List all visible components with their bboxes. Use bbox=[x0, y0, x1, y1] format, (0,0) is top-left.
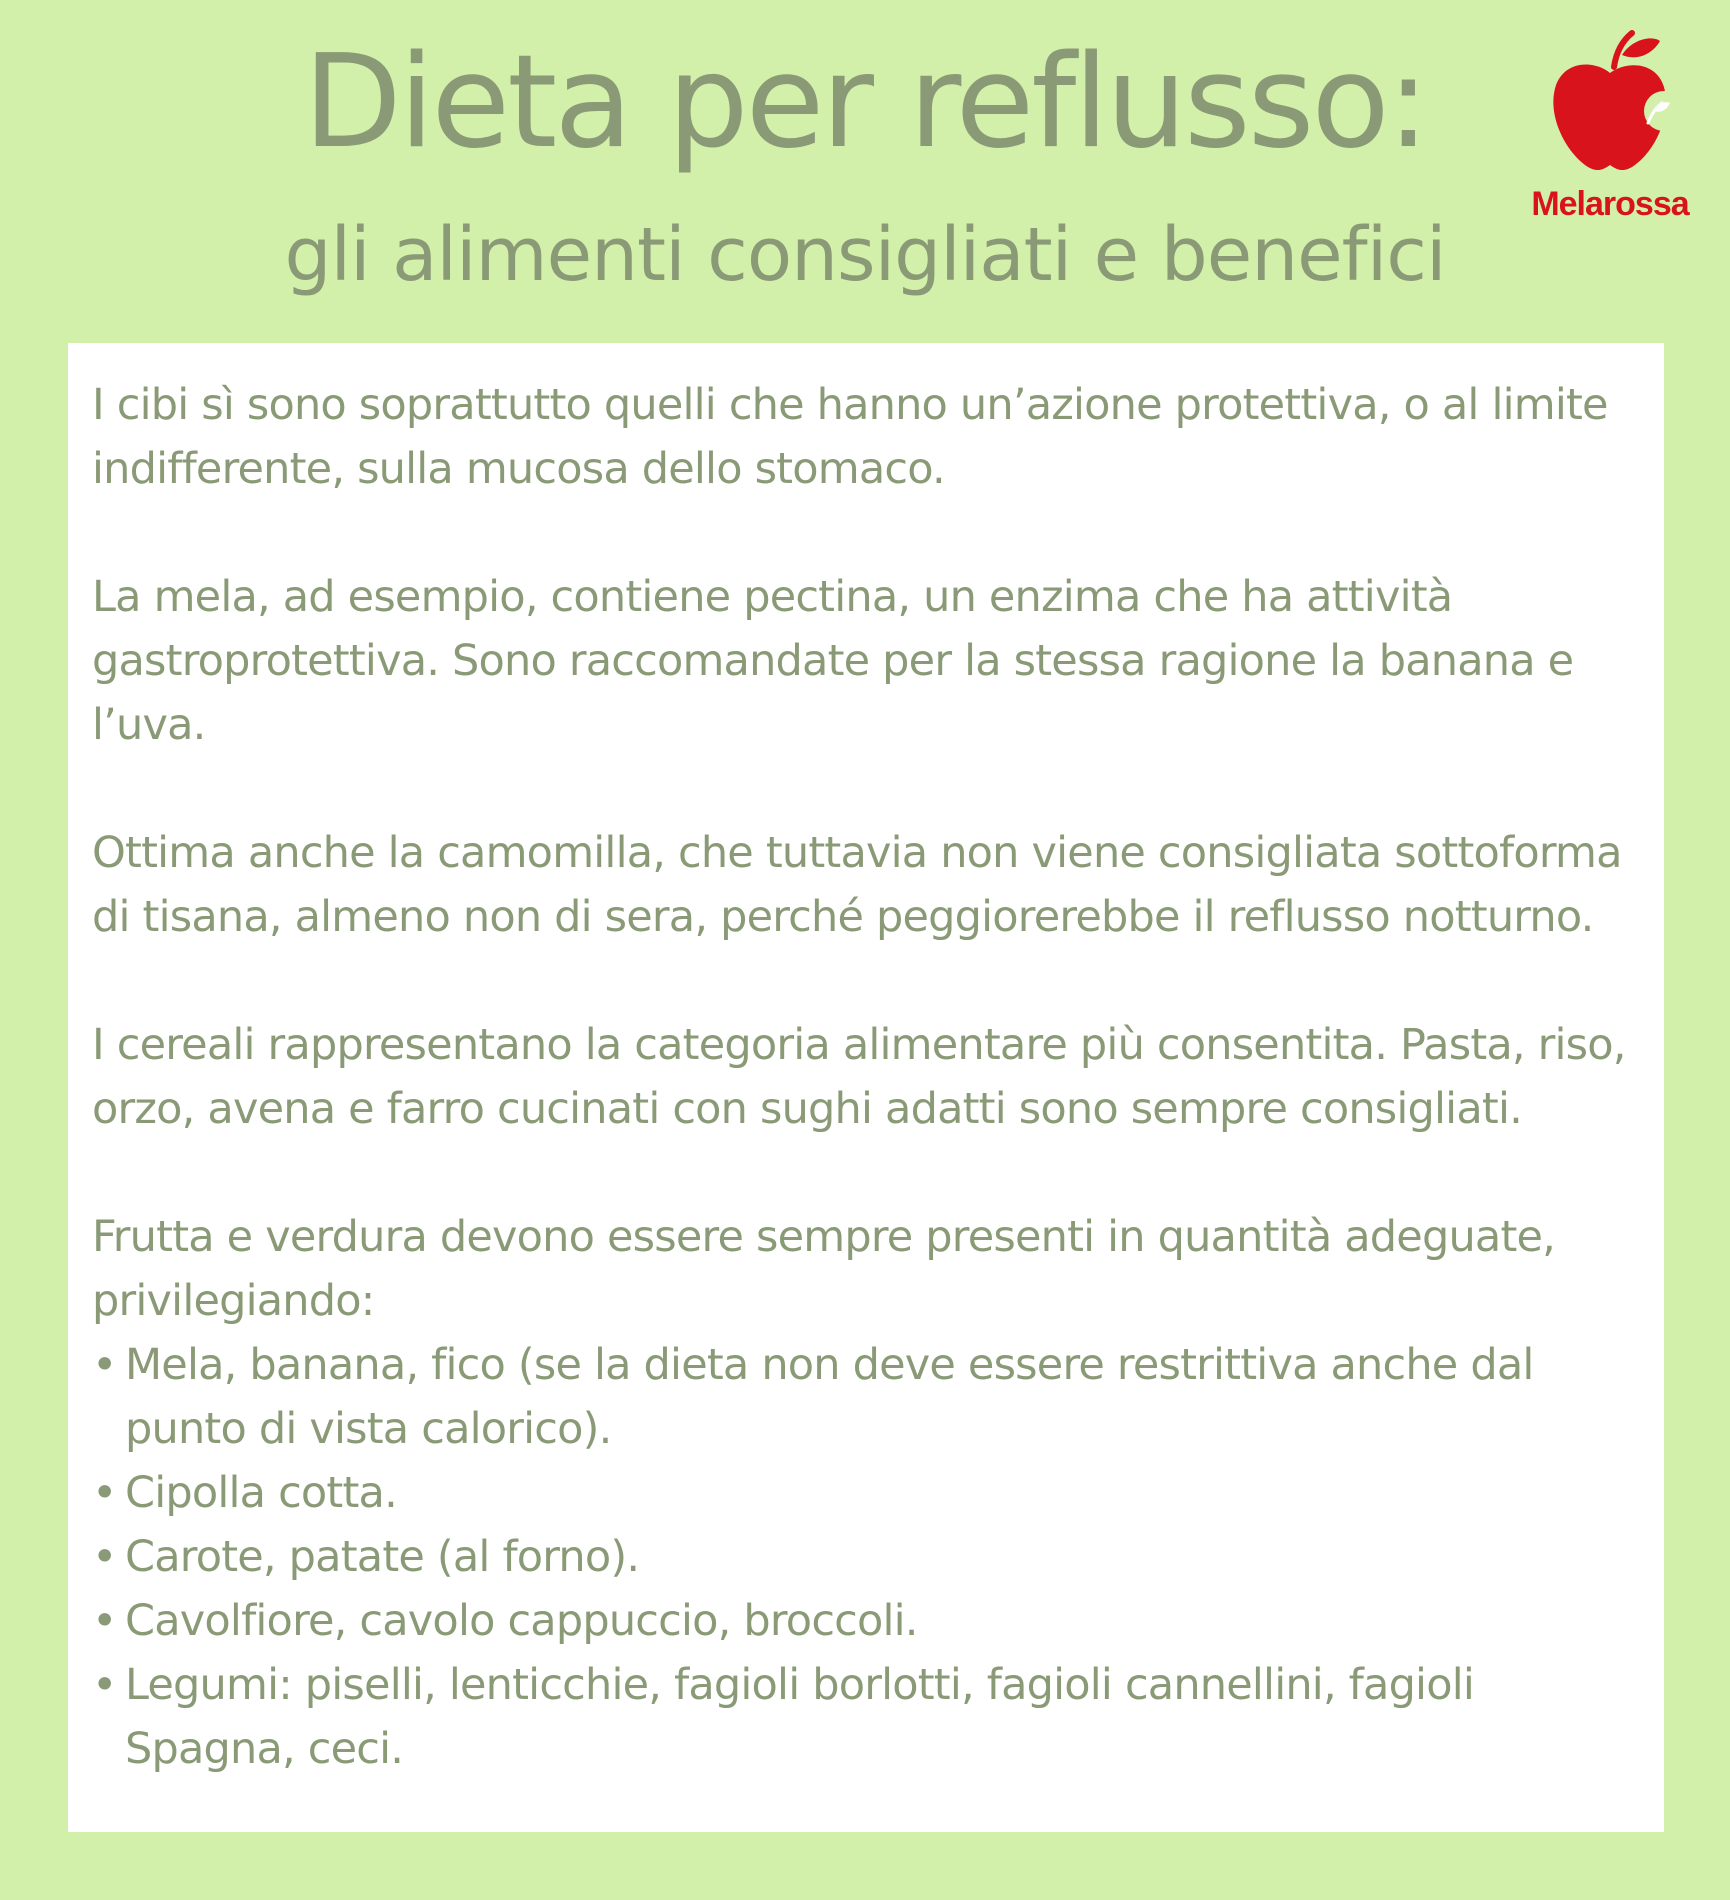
list-item bbox=[92, 1653, 1648, 1781]
paragraph: I cereali rappresentano la categoria alimentare più consentita. Pasta, riso, orzo, avena e farro cucinati con sughi adatti sono sempre consigliati. bbox=[92, 1020, 1626, 1134]
list-item-text: Cavolfiore, cavolo cappuccio, broccoli. bbox=[125, 1596, 918, 1646]
food-list bbox=[92, 1333, 1648, 1781]
apple-logo-icon bbox=[1548, 25, 1672, 175]
article-body bbox=[92, 373, 1648, 1781]
list-item bbox=[92, 1525, 1648, 1589]
list-item-text: Cipolla cotta. bbox=[125, 1468, 397, 1518]
list-item-text: Carote, patate (al forno). bbox=[125, 1532, 640, 1582]
bullet: • bbox=[92, 1660, 117, 1710]
paragraph: La mela, ad esempio, contiene pectina, un enzima che ha attività gastroprotettiva. Sono raccomandate per la stessa ragione la banana e l’uva. bbox=[92, 572, 1574, 750]
content-card bbox=[68, 343, 1664, 1832]
paragraph: I cibi sì sono soprattutto quelli che hanno un’azione protettiva, o al limite indifferente, sulla mucosa dello stomaco. bbox=[92, 380, 1608, 494]
paragraph: Ottima anche la camomilla, che tuttavia non viene consigliata sottoforma di tisana, almeno non di sera, perché peggiorerebbe il reflusso notturno. bbox=[92, 828, 1622, 942]
brand-logo bbox=[1510, 25, 1710, 235]
list-item bbox=[92, 1461, 1648, 1525]
list-item bbox=[92, 1589, 1648, 1653]
bullet: • bbox=[92, 1532, 117, 1582]
paragraph: Frutta e verdura devono essere sempre presenti in quantità adeguate, privilegiando: bbox=[92, 1212, 1556, 1326]
page-title: Dieta per reflusso: bbox=[303, 28, 1427, 177]
list-item bbox=[92, 1333, 1648, 1461]
bullet: • bbox=[92, 1596, 117, 1646]
bullet: • bbox=[92, 1340, 117, 1390]
brand-name: Melarossa bbox=[1531, 185, 1689, 223]
list-item-text: Legumi: piselli, lenticchie, fagioli borlotti, fagioli cannellini, fagioli Spagna, ceci. bbox=[125, 1660, 1475, 1774]
bullet: • bbox=[92, 1468, 117, 1518]
page-subtitle: gli alimenti consigliati e benefici bbox=[284, 212, 1446, 298]
list-item-text: Mela, banana, fico (se la dieta non deve essere restrittiva anche dal punto di vista calorico). bbox=[125, 1340, 1534, 1454]
